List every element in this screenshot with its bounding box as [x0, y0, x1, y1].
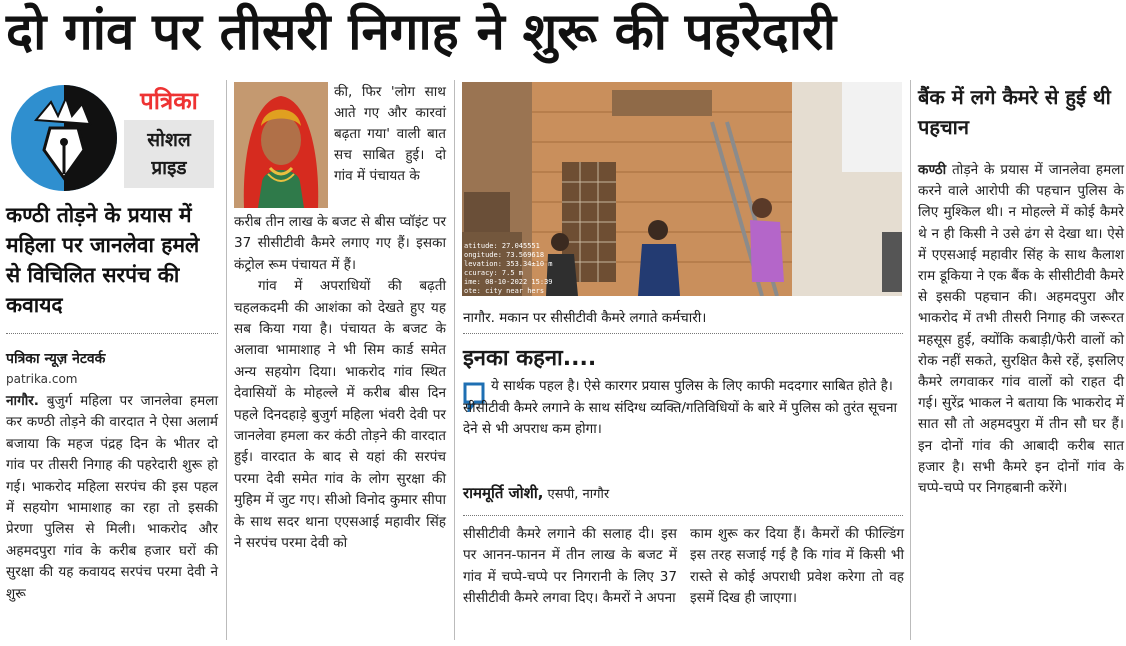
brand-tag-line1: सोशल: [147, 129, 191, 151]
cctv-installation-photo: [462, 82, 902, 296]
brand-badge: [124, 82, 214, 192]
column-4: काम शुरू कर दिया हैं। कैमरों की फील्डिंग इस तरह सजाई गई है कि गांव में किसी भी रास्ते से कोई अपराधी प्रवेश करेगा तो वह इसमें दिख ही जाएगा।: [690, 526, 904, 607]
divider: [463, 515, 903, 516]
divider: [463, 333, 903, 334]
right-heading: बैंक में लगे कैमरे से हुई थी पहचान: [918, 85, 1111, 139]
right-lead: कण्ठी: [918, 162, 947, 178]
column-2-para2: गांव में अपराधियों की बढ़ती चहलकदमी की आशंका को देखते हुए यह सब किया गया है। पंचायत के बजट के अलावा भामाशाह ने भी सिम कार्ड समेत अन्य सहयोग दिया। भाकरोद गांव स्थित देवासियों के मोहल्ले में करीब बीस दिन पहले दिनदहाड़े बुजुर्ग महिला भंवरी देवी पर जानलेवा हमला कर कंठी तोड़ने की वारदात हुई। वारदात के बाद से यहां की सरपंच परमा देवी समेत गांव के लोग सुरक्षा की मुहिम में जुट गए। सीओ विनोद कुमार सीपा के साथ सदर थाना एएसआई महावीर सिंह ने सरपंच परमा देवी को: [234, 278, 446, 552]
gps-latitude: atitude: 27.045551: [464, 242, 540, 250]
quote-role: एसपी, नागौर: [543, 487, 610, 502]
gps-longitude: ongitude: 73.569618: [464, 251, 545, 259]
quote-text: ये सार्थक पहल है। ऐसे कारगर प्रयास पुलिस के लिए काफी मददगार साबित होते है। सीसीटीवी कैमरे लगाने के साथ संदिग्ध व्यक्ति/गतिविधियों के बारे में पुलिस को तुरंत सूचना देने से भी अपराध कम होगा।: [463, 378, 897, 438]
divider: [6, 333, 218, 334]
patrika-pen-logo-icon: [6, 80, 122, 192]
right-column: [918, 160, 1124, 499]
gps-elevation: levation: 353.34±10 m: [464, 260, 553, 268]
dateline: नागौर.: [6, 393, 39, 409]
column-rule: [226, 80, 227, 640]
quote-heading: इनका कहना....: [463, 346, 597, 371]
column-2-below-photo: [234, 212, 446, 555]
quote-name: राममूर्ति जोशी,: [463, 484, 544, 502]
brand-tag: [124, 120, 214, 188]
sarpanch-photo: [234, 82, 328, 208]
site-url: patrika.com: [6, 372, 78, 386]
gps-accuracy: ccuracy: 7.5 m: [464, 269, 524, 277]
brand-name: पत्रिका: [124, 82, 214, 120]
photo-caption: नागौर. मकान पर सीसीटीवी कैमरे लगाते कर्मचारी।: [463, 310, 707, 326]
column-1: [6, 391, 218, 605]
column-rule: [454, 80, 455, 640]
column-rule: [910, 80, 911, 640]
byline: पत्रिका न्यूज़ नेटवर्क: [6, 351, 106, 367]
column-3: सीसीटीवी कैमरे लगाने की सलाह दी। इस पर आनन-फानन में तीन लाख के बजट में गांव में चप्पे-चप्पे पर निगरानी के लिए 37 सीसीटीवी कैमरे लगवा दिए। कैमरों ने अपना: [463, 526, 677, 607]
side-heading: कण्ठी तोड़ने के प्रयास में महिला पर जानलेवा हमले से विचिलित सरपंच की कवायद: [6, 203, 200, 317]
quote-signature: [463, 482, 903, 506]
gps-note: ote: city near hers: [464, 287, 545, 295]
headline: दो गांव पर तीसरी निगाह ने शुरू की पहरेदारी: [6, 3, 837, 62]
gps-time: ime: 08-10-2022 15:39: [464, 278, 553, 286]
column-2-beside-photo: की, फिर 'लोग साथ आते गए और कारवां बढ़ता गया' वाली बात सच साबित हुई। दो गांव में पंचायत के: [334, 84, 446, 184]
brand-tag-line2: प्राइड: [151, 157, 187, 179]
right-column-text: तोड़ने के प्रयास में जानलेवा हमला करने वाले आरोपी की पहचान पुलिस के लिए मुश्किल थी। न मोहल्ले में कोई कैमरे थे न ही किसी ने उसे ढंग से देखा था। ऐसे में एएसआई महावीर सिंह के साथ कैलाश राम डूकिया ने एक बैंक के सीसीटीवी कैमरे से इसकी पहचान की। अहमदपुरा और भाकरोद में तभी तीसरी निगाह की जरूरत महसूस हुई, क्योंकि कबाड़ी/फेरी वालों को रोक नहीं सकते, सुरक्षित कैसे रहें, इसलिए कैमरे लगवाकर गांव वालों को राहत दी गई। सुरेंद्र भाकल ने बताया कि भाकरोद में सात सौ तो अहमदपुरा में तीन सौ घर हैं। इन दोनों गांव की आबादी करीब सात हजार है। सभी कैमरे इन दोनों गांव के चप्पे-चप्पे पर निगहबानी करेंगे।: [918, 162, 1124, 497]
column-1-text: बुजुर्ग महिला पर जानलेवा हमला कर कण्ठी तोड़ने की वारदात ने ऐसा अलार्म बजाया कि महज पंद्रह दिन के भीतर दो गांव पर तीसरी निगाह की पहरेदारी शुरू हो गई। भाकरोद महिला सरपंच की इस पहल में सहयोग भामाशाह का रहा तो इसकी प्रेरणा पुलिस से मिली। भाकरोद और अहमदपुरा गांव के करीब हजार घरों की सुरक्षा की यह कवायद सरपंच परमा देवी ने शुरू: [6, 393, 218, 602]
column-2-para1: करीब तीन लाख के बजट से बीस प्वॉइंट पर 37 सीसीटीवी कैमरे लगाए गए हैं। इसका कंट्रोल रूम पंचायत में हैं।: [234, 214, 446, 273]
